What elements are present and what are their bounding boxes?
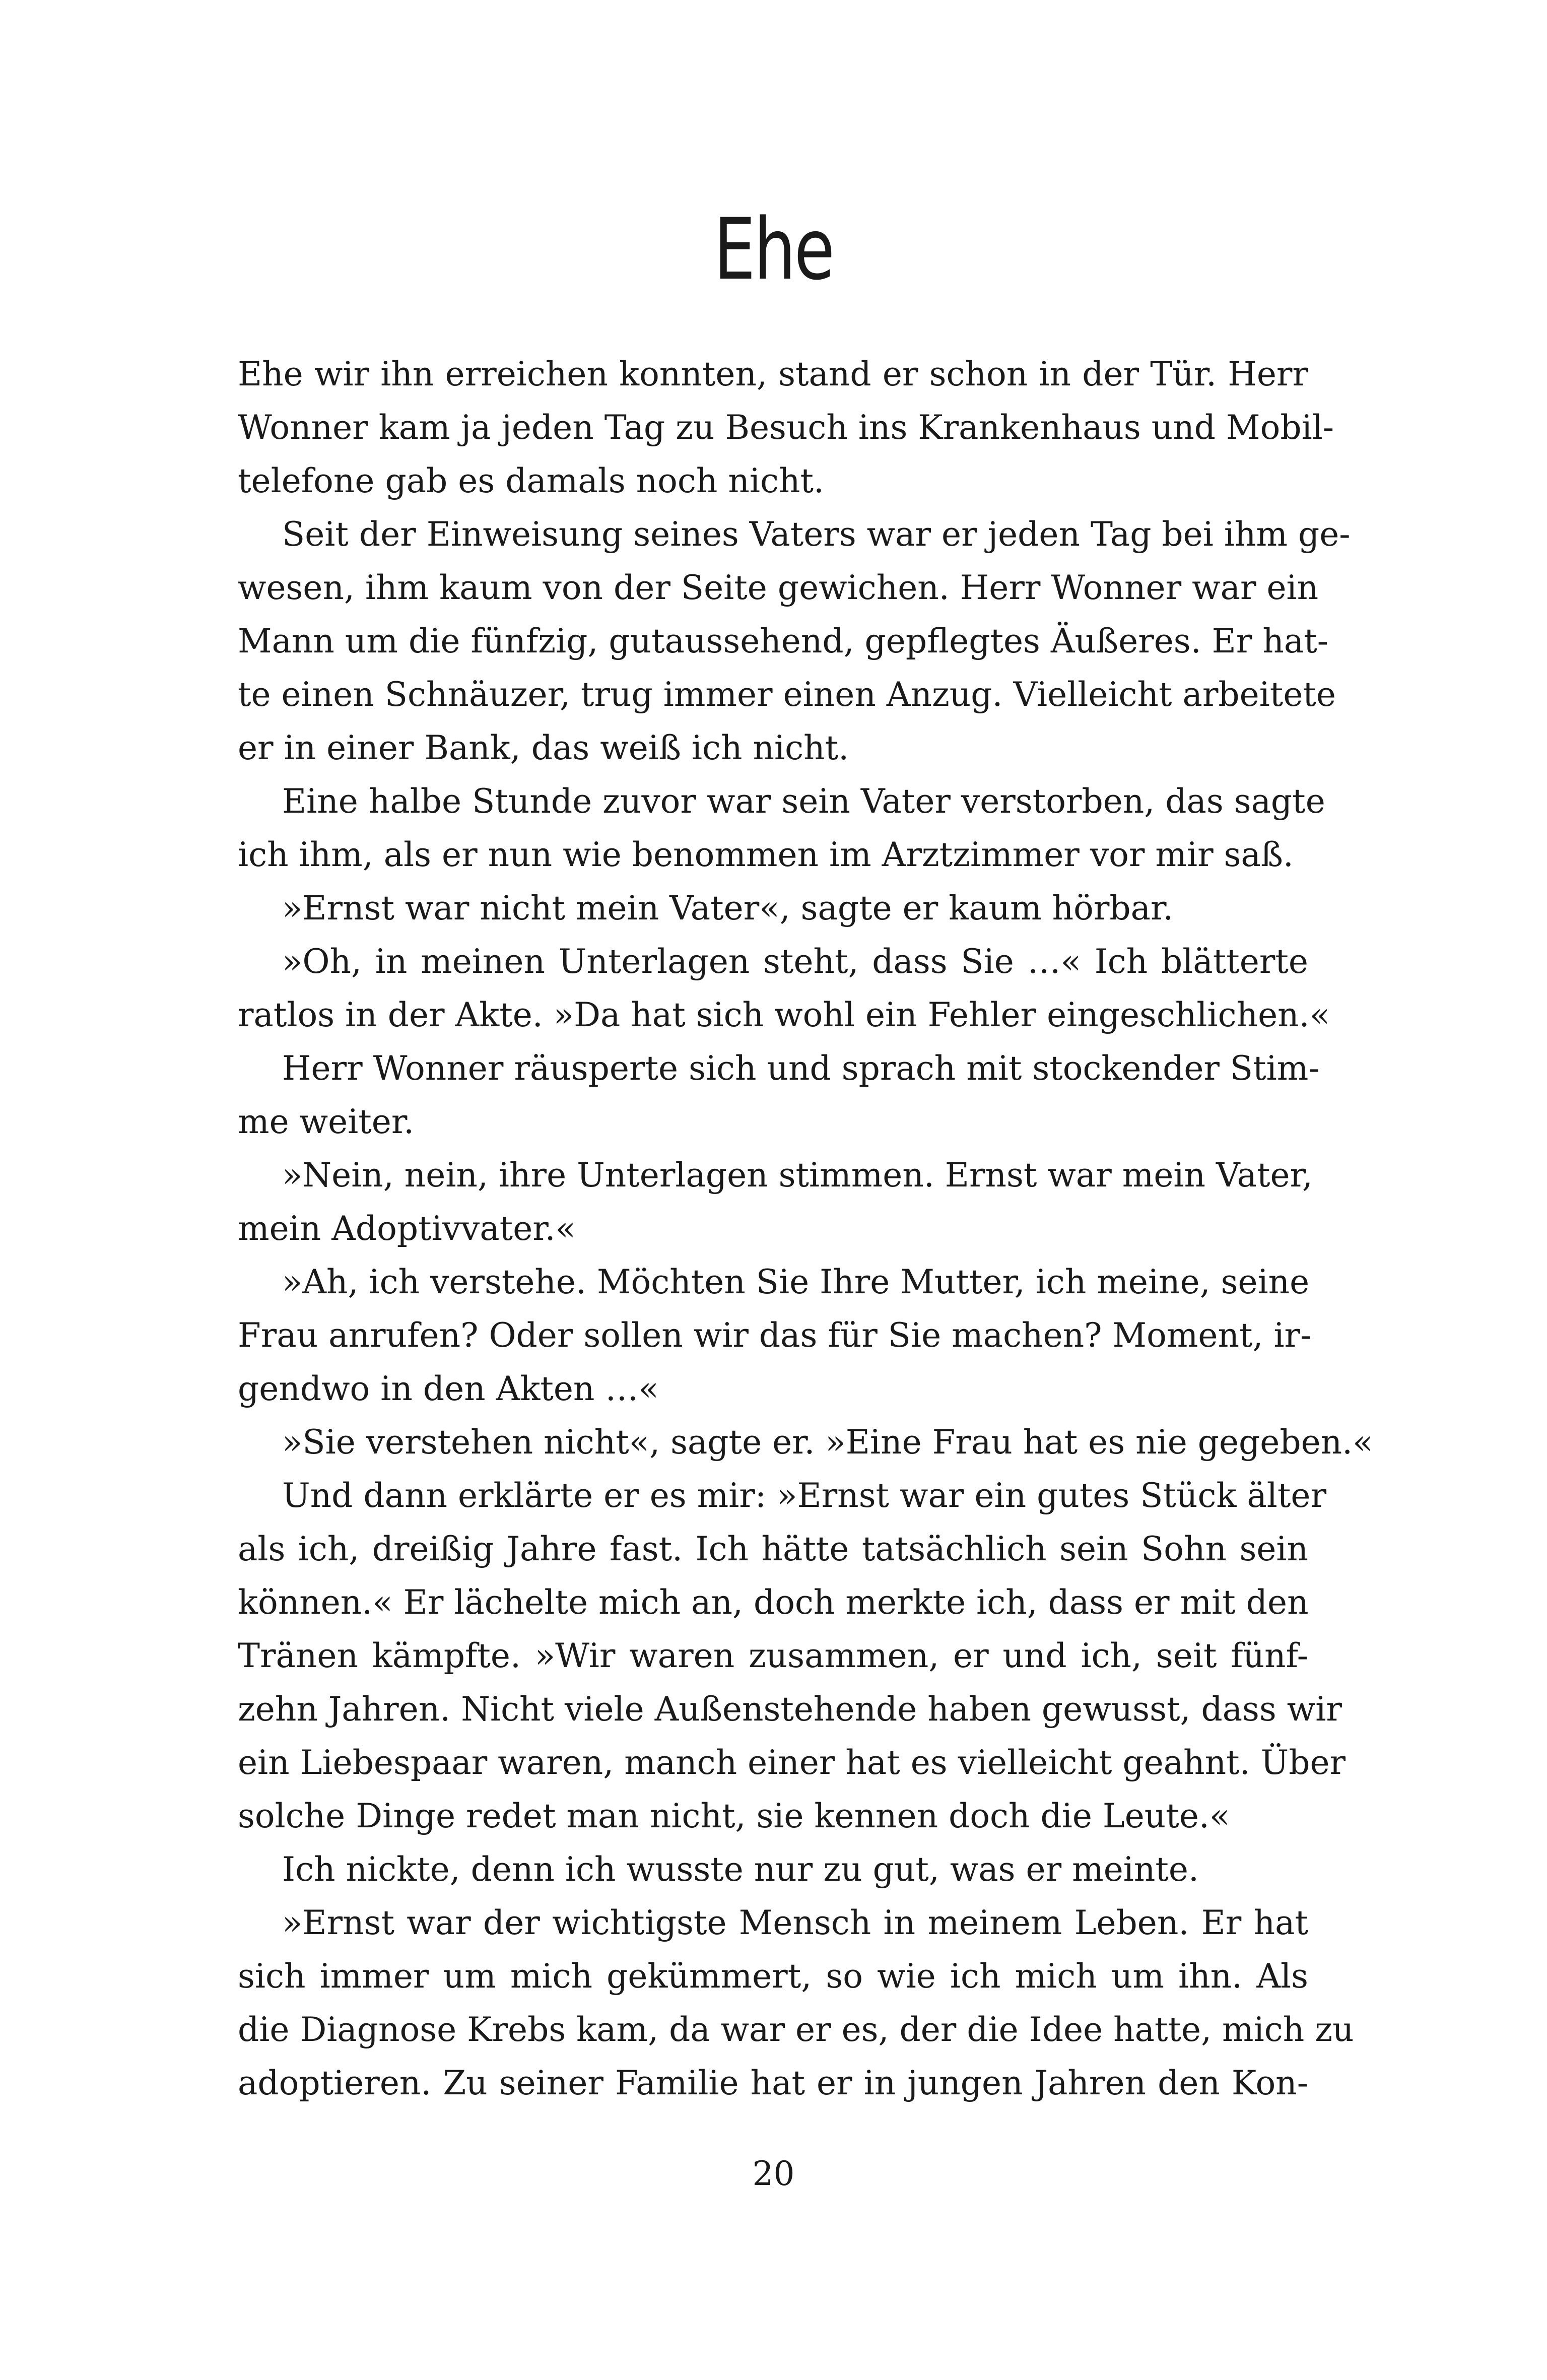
text-line: sich immer um mich gekümmert, so wie ich mich um ihn. Als [238, 1957, 1308, 1996]
text-line: als ich, dreißig Jahre fast. Ich hätte tatsächlich sein Sohn sein [238, 1530, 1308, 1568]
paragraph [238, 1042, 1320, 1149]
text-line: Frau anrufen? Oder sollen wir das für Sie machen? Moment, ir- [238, 1316, 1312, 1355]
text-line: »Ernst war nicht mein Vater«, sagte er kaum hörbar. [282, 889, 1174, 928]
text-line: »Ah, ich verstehe. Möchten Sie Ihre Mutter, ich meine, seine [282, 1263, 1310, 1301]
paragraph [238, 882, 1308, 935]
paragraph [238, 1896, 1354, 2110]
text-line: Wonner kam ja jeden Tag zu Besuch ins Krankenhaus und Mobil- [238, 408, 1334, 447]
text-line: adoptieren. Zu seiner Familie hat er in jungen Jahren den Kon- [238, 2064, 1308, 2102]
text-line: solche Dinge redet man nicht, sie kennen doch die Leute.« [238, 1797, 1230, 1835]
paragraph [238, 1255, 1312, 1416]
text-line: ich ihm, als er nun wie benommen im Arztzimmer vor mir saß. [238, 835, 1294, 874]
text-line: ein Liebespaar waren, manch einer hat es vielleicht geahnt. Über [238, 1743, 1346, 1782]
body-text [238, 348, 1373, 2110]
text-line: zehn Jahren. Nicht viele Außenstehende haben gewusst, dass wir [238, 1690, 1342, 1729]
page-number: 20 [752, 2154, 795, 2193]
text-line: Ehe wir ihn erreichen konnten, stand er schon in der Tür. Herr [238, 355, 1308, 393]
text-line: Herr Wonner räusperte sich und sprach mit stockender Stim- [282, 1049, 1320, 1088]
paragraph [238, 348, 1334, 508]
text-line: »Nein, nein, ihre Unterlagen stimmen. Ernst war mein Vater, [282, 1156, 1313, 1195]
text-line: »Ernst war der wichtigste Mensch in meinem Leben. Er hat [282, 1903, 1308, 1942]
paragraph [238, 1149, 1313, 1255]
text-line: Eine halbe Stunde zuvor war sein Vater verstorben, das sagte [282, 782, 1325, 821]
chapter-title: Ehe [713, 200, 834, 299]
text-line: können.« Er lächelte mich an, doch merkte ich, dass er mit den [238, 1583, 1309, 1622]
text-line: Und dann erklärte er es mir: »Ernst war ein gutes Stück älter [282, 1476, 1327, 1515]
paragraph [238, 775, 1325, 882]
text-line: te einen Schnäuzer, trug immer einen Anzug. Vielleicht arbeitete [238, 675, 1336, 714]
paragraph [238, 1416, 1373, 1469]
text-line: mein Adoptivvater.« [238, 1209, 576, 1248]
text-line: me weiter. [238, 1102, 415, 1141]
text-line: telefone gab es damals noch nicht. [238, 461, 824, 500]
paragraph [238, 935, 1330, 1042]
text-line: er in einer Bank, das weiß ich nicht. [238, 729, 849, 767]
paragraph [238, 1469, 1346, 1843]
text-line: ratlos in der Akte. »Da hat sich wohl ein Fehler eingeschlichen.« [238, 996, 1330, 1034]
text-line: Ich nickte, denn ich wusste nur zu gut, was er meinte. [282, 1850, 1199, 1889]
text-line: »Oh, in meinen Unterlagen steht, dass Sie …« Ich blätterte [282, 942, 1308, 981]
text-line: gendwo in den Akten …« [238, 1369, 659, 1408]
text-line: Tränen kämpfte. »Wir waren zusammen, er und ich, seit fünf- [238, 1636, 1308, 1675]
text-line: die Diagnose Krebs kam, da war er es, der die Idee hatte, mich zu [238, 2010, 1354, 2049]
paragraph [238, 508, 1351, 775]
text-line: »Sie verstehen nicht«, sagte er. »Eine Frau hat es nie gegeben.« [282, 1423, 1373, 1462]
text-line: wesen, ihm kaum von der Seite gewichen. Herr Wonner war ein [238, 568, 1319, 607]
paragraph [238, 1843, 1308, 1896]
text-line: Seit der Einweisung seines Vaters war er jeden Tag bei ihm ge- [282, 515, 1351, 554]
text-line: Mann um die fünfzig, gutaussehend, gepflegtes Äußeres. Er hat- [238, 622, 1329, 660]
